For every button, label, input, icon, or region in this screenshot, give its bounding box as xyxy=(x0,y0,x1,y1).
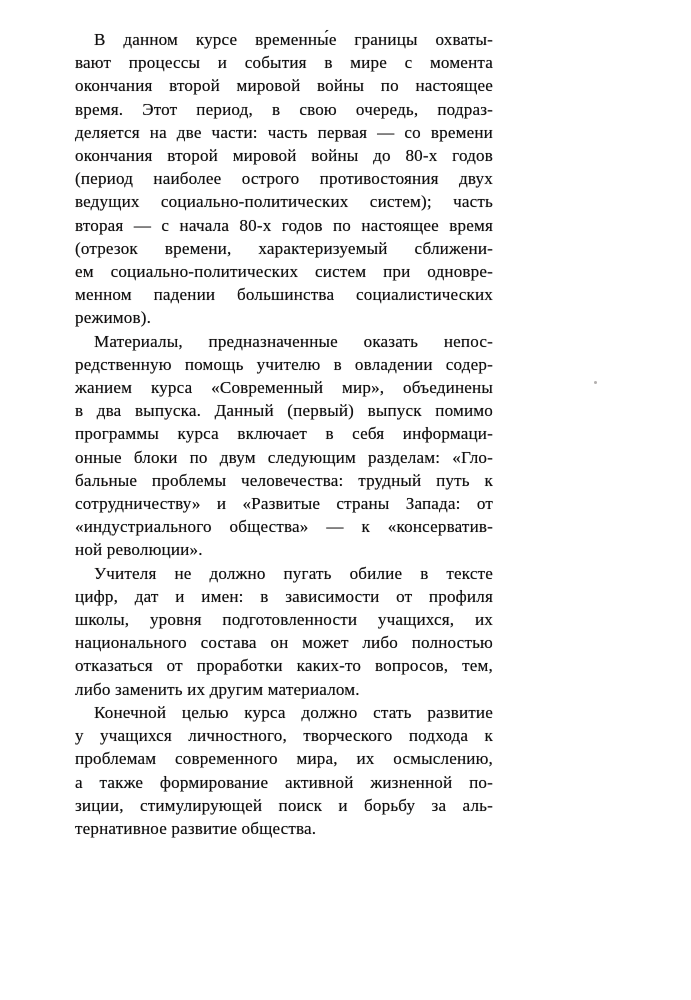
text-line: вают процессы и события в мире с момента xyxy=(75,53,493,73)
paragraph xyxy=(75,330,493,562)
text-line: окончания второй мировой войны до 80-х годов xyxy=(75,146,493,166)
text-line: деляется на две части: часть первая — со времени xyxy=(75,122,493,142)
text-line: ведущих социально-политических систем); часть xyxy=(75,192,493,212)
text-line: а также формирование активной жизненной по- xyxy=(75,772,493,792)
text-line: сотрудничеству» и «Развитые страны Запада: от xyxy=(75,494,493,514)
text-line: В данном курсе временны́е границы охваты- xyxy=(94,30,493,49)
text-line: (отрезок времени, характеризуемый сближени- xyxy=(75,238,493,258)
text-line: бальные проблемы человечества: трудный путь к xyxy=(75,470,493,490)
text-line: в два выпуска. Данный (первый) выпуск помимо xyxy=(75,401,493,421)
text-line: цифр, дат и имен: в зависимости от профиля xyxy=(75,586,493,606)
paragraph xyxy=(75,562,493,701)
text-line: национального состава он может либо полностью xyxy=(75,633,493,653)
page-text-column xyxy=(75,28,493,840)
scan-speck-artifact xyxy=(594,381,597,384)
text-line: окончания второй мировой войны по настоящее xyxy=(75,76,493,96)
paragraph xyxy=(75,701,493,840)
text-line: школы, уровня подготовленности учащихся, их xyxy=(75,610,493,630)
text-line: жанием курса «Современный мир», объединены xyxy=(75,378,493,398)
text-line: проблемам современного мира, их осмыслению, xyxy=(75,749,493,769)
text-line: Конечной целью курса должно стать развитие xyxy=(94,702,493,722)
text-line: менном падении большинства социалистических xyxy=(75,285,493,305)
text-line: (период наиболее острого противостояния двух xyxy=(75,169,493,189)
paragraph xyxy=(75,28,493,330)
text-line: режимов). xyxy=(75,308,152,328)
text-line: тернативное развитие общества. xyxy=(75,818,317,838)
text-line: отказаться от проработки каких-то вопросов, тем, xyxy=(75,656,493,676)
text-line: онные блоки по двум следующим разделам: «Гло- xyxy=(75,447,493,467)
text-line: «индустриального общества» — к «консерватив- xyxy=(75,517,493,537)
text-line: редственную помощь учителю в овладении содер- xyxy=(75,354,493,374)
text-line: либо заменить их другим материалом. xyxy=(75,679,360,699)
text-line: зиции, стимулирующей поиск и борьбу за аль- xyxy=(75,795,493,815)
text-line: программы курса включает в себя информаци- xyxy=(75,424,493,444)
text-line: ем социально-политических систем при одновре- xyxy=(75,262,493,282)
text-line: Материалы, предназначенные оказать непос- xyxy=(94,331,493,351)
text-line: ной революции». xyxy=(75,540,203,560)
text-line: Учителя не должно пугать обилие в тексте xyxy=(94,563,493,583)
text-line: время. Этот период, в свою очередь, подраз- xyxy=(75,99,493,119)
text-line: вторая — с начала 80-х годов по настоящее время xyxy=(75,215,493,235)
text-line: у учащихся личностного, творческого подхода к xyxy=(75,726,493,746)
